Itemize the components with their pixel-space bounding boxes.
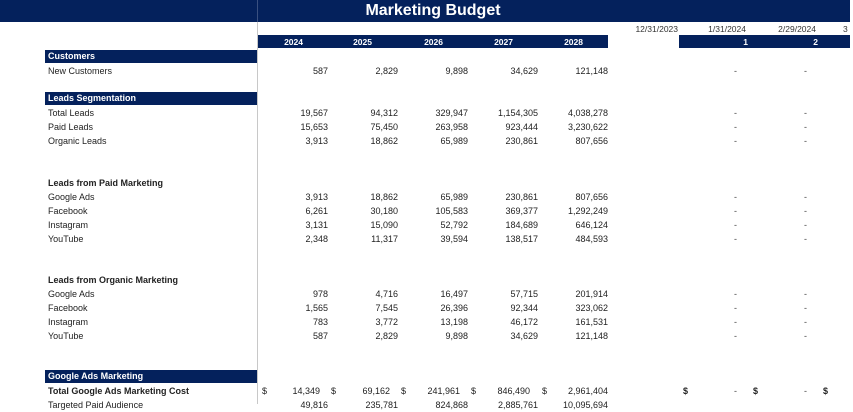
period-header-1[interactable]: 1 (743, 37, 748, 47)
value-2024[interactable]: 6,261 (305, 206, 328, 216)
value-2027[interactable]: 184,689 (505, 220, 538, 230)
value-2026[interactable]: 26,396 (440, 303, 468, 313)
value-2025[interactable]: 30,180 (370, 206, 398, 216)
value-month-2[interactable]: - (804, 331, 807, 341)
date-header-0[interactable]: 12/31/2023 (635, 24, 678, 34)
value-2024[interactable]: 3,131 (305, 220, 328, 230)
value-month-1[interactable]: - (734, 317, 737, 327)
table-row (0, 120, 850, 134)
value-month-2[interactable]: - (804, 136, 807, 146)
value-2025[interactable]: 94,312 (370, 108, 398, 118)
value-2025[interactable]: 2,829 (375, 331, 398, 341)
currency-symbol: $ (401, 386, 407, 396)
value-2025[interactable]: 3,772 (375, 317, 398, 327)
value-2027[interactable]: 230,861 (505, 136, 538, 146)
value-2028[interactable]: 807,656 (575, 136, 608, 146)
value-month-1[interactable]: - (734, 122, 737, 132)
table-row (0, 315, 850, 329)
year-header-2028[interactable]: 2028 (564, 37, 583, 47)
table-row-partial (0, 398, 850, 412)
value-2028[interactable]: 484,593 (575, 234, 608, 244)
row-label[interactable]: Paid Leads (48, 122, 94, 132)
value-2026[interactable]: 39,594 (440, 234, 468, 244)
table-row (0, 64, 850, 78)
value-month-1[interactable]: - (734, 303, 737, 313)
value-2028[interactable]: 121,148 (575, 331, 608, 341)
value-2025[interactable]: 69,162 (362, 386, 390, 396)
value-2025[interactable]: 11,317 (371, 234, 398, 244)
value-2024[interactable]: 14,349 (292, 386, 320, 396)
value-month-2[interactable]: - (804, 206, 807, 216)
date-header-1[interactable]: 1/31/2024 (708, 24, 746, 34)
value-2024[interactable]: 15,653 (300, 122, 328, 132)
value-2027[interactable]: 369,377 (505, 206, 538, 216)
row-label[interactable]: YouTube (48, 234, 84, 244)
value-2024[interactable]: 49,816 (300, 400, 328, 410)
value-2026[interactable]: 9,898 (445, 331, 468, 341)
currency-symbol: $ (331, 386, 337, 396)
value-month-1[interactable]: - (734, 192, 737, 202)
row-label[interactable]: Total Google Ads Marketing Cost (48, 386, 190, 396)
value-month-2[interactable]: - (804, 289, 807, 299)
value-2027[interactable]: 2,885,761 (497, 400, 538, 410)
row-label[interactable]: Google Ads (48, 289, 95, 299)
value-2028[interactable]: 121,148 (575, 66, 608, 76)
value-2027[interactable]: 923,444 (505, 122, 538, 132)
value-2024[interactable]: 587 (312, 66, 328, 76)
value-2028[interactable]: 1,292,249 (567, 206, 608, 216)
row-label[interactable]: Google Ads (48, 192, 95, 202)
value-month-1[interactable]: - (734, 289, 737, 299)
section-customers[interactable]: Customers (45, 50, 257, 63)
value-2028[interactable]: 10,095,694 (562, 400, 608, 410)
row-label[interactable]: Instagram (48, 220, 89, 230)
date-header-3[interactable]: 3 (843, 24, 848, 34)
value-2028[interactable]: 807,656 (575, 192, 608, 202)
value-2025[interactable]: 18,862 (370, 192, 398, 202)
value-month-1[interactable]: - (734, 136, 737, 146)
value-month-1[interactable]: - (734, 206, 737, 216)
value-2024[interactable]: 978 (312, 289, 328, 299)
value-month-2[interactable]: - (804, 66, 807, 76)
sheet-title: Marketing Budget (365, 2, 501, 19)
value-2024[interactable]: 3,913 (305, 192, 328, 202)
value-2025[interactable]: 15,090 (370, 220, 398, 230)
value-2026[interactable]: 65,989 (440, 136, 468, 146)
value-month-1[interactable]: - (734, 386, 737, 396)
value-month-2[interactable]: - (804, 386, 807, 396)
value-2025[interactable]: 75,450 (370, 122, 398, 132)
value-2028[interactable]: 323,062 (575, 303, 608, 313)
currency-symbol: $ (471, 386, 477, 396)
year-header-2024[interactable]: 2024 (284, 37, 303, 47)
value-2028[interactable]: 646,124 (575, 220, 608, 230)
table-row (0, 232, 850, 246)
value-2026[interactable]: 105,583 (435, 206, 468, 216)
currency-symbol: $ (542, 386, 548, 396)
currency-symbol: $ (262, 386, 268, 396)
row-label[interactable]: Instagram (48, 317, 89, 327)
value-2028[interactable]: 3,230,622 (567, 122, 608, 132)
value-2027[interactable]: 230,861 (505, 192, 538, 202)
row-label[interactable]: YouTube (48, 331, 84, 341)
value-2026[interactable]: 824,868 (435, 400, 468, 410)
value-month-2[interactable]: - (804, 108, 807, 118)
value-month-1[interactable]: - (734, 331, 737, 341)
value-month-2[interactable]: - (804, 122, 807, 132)
title-divider (257, 0, 258, 22)
value-2027[interactable]: 34,629 (510, 331, 538, 341)
section-organic-marketing (0, 273, 850, 287)
value-2027[interactable]: 57,715 (510, 289, 538, 299)
currency-symbol: $ (683, 386, 689, 396)
section-leads-segmentation[interactable]: Leads Segmentation (45, 92, 257, 105)
table-row (0, 329, 850, 343)
value-2025[interactable]: 4,716 (375, 289, 398, 299)
value-2028[interactable]: 201,914 (575, 289, 608, 299)
value-2024[interactable]: 783 (312, 317, 328, 327)
value-2024[interactable]: 3,913 (305, 136, 328, 146)
currency-symbol: $ (753, 386, 759, 396)
value-month-2[interactable]: - (804, 317, 807, 327)
value-2026[interactable]: 52,792 (440, 220, 468, 230)
section-paid-marketing (0, 176, 850, 190)
value-2026[interactable]: 9,898 (445, 66, 468, 76)
row-label[interactable]: Organic Leads (48, 136, 107, 146)
row-label[interactable]: Targeted Paid Audience (48, 400, 144, 410)
value-2024[interactable]: 1,565 (305, 303, 328, 313)
value-2026[interactable]: 13,198 (440, 317, 468, 327)
section-title[interactable]: Leads from Paid Marketing (48, 178, 164, 188)
value-month-1[interactable]: - (734, 66, 737, 76)
value-2026[interactable]: 65,989 (440, 192, 468, 202)
value-2025[interactable]: 2,829 (375, 66, 398, 76)
table-row (0, 204, 850, 218)
row-label[interactable]: Total Leads (48, 108, 95, 118)
value-2028[interactable]: 2,961,404 (567, 386, 608, 396)
currency-symbol: $ (823, 386, 829, 396)
table-row (0, 190, 850, 204)
section-google-ads-marketing[interactable]: Google Ads Marketing (45, 370, 257, 383)
value-2024[interactable]: 587 (312, 331, 328, 341)
value-2025[interactable]: 7,545 (375, 303, 398, 313)
title-bar (0, 0, 850, 22)
table-row (0, 218, 850, 232)
value-2027[interactable]: 1,154,305 (497, 108, 538, 118)
table-row (0, 384, 850, 398)
table-row (0, 134, 850, 148)
value-2027[interactable]: 846,490 (497, 386, 530, 396)
value-2025[interactable]: 235,781 (365, 400, 398, 410)
value-2024[interactable]: 19,567 (300, 108, 328, 118)
table-row (0, 287, 850, 301)
value-2027[interactable]: 138,517 (505, 234, 538, 244)
value-2028[interactable]: 161,531 (575, 317, 608, 327)
value-month-1[interactable]: - (734, 108, 737, 118)
year-header-2025[interactable]: 2025 (353, 37, 372, 47)
table-row (0, 106, 850, 120)
value-2027[interactable]: 46,172 (510, 317, 538, 327)
value-2027[interactable]: 34,629 (510, 66, 538, 76)
year-header-2026[interactable]: 2026 (424, 37, 443, 47)
value-2025[interactable]: 18,862 (370, 136, 398, 146)
value-2026[interactable]: 241,961 (427, 386, 460, 396)
section-title[interactable]: Leads from Organic Marketing (48, 275, 179, 285)
value-2026[interactable]: 329,947 (435, 108, 468, 118)
value-2026[interactable]: 263,958 (435, 122, 468, 132)
value-month-2[interactable]: - (804, 234, 807, 244)
value-month-1[interactable]: - (734, 220, 737, 230)
row-label[interactable]: Facebook (48, 303, 88, 313)
value-2024[interactable]: 2,348 (305, 234, 328, 244)
value-month-2[interactable]: - (804, 192, 807, 202)
value-month-2[interactable]: - (804, 303, 807, 313)
period-header-2[interactable]: 2 (813, 37, 818, 47)
value-2028[interactable]: 4,038,278 (567, 108, 608, 118)
row-label[interactable]: Facebook (48, 206, 88, 216)
year-header-2027[interactable]: 2027 (494, 37, 513, 47)
date-header-2[interactable]: 2/29/2024 (778, 24, 816, 34)
value-2026[interactable]: 16,497 (440, 289, 468, 299)
table-row (0, 301, 850, 315)
value-month-2[interactable]: - (804, 220, 807, 230)
row-label[interactable]: New Customers (48, 66, 113, 76)
value-month-1[interactable]: - (734, 234, 737, 244)
value-2027[interactable]: 92,344 (510, 303, 538, 313)
